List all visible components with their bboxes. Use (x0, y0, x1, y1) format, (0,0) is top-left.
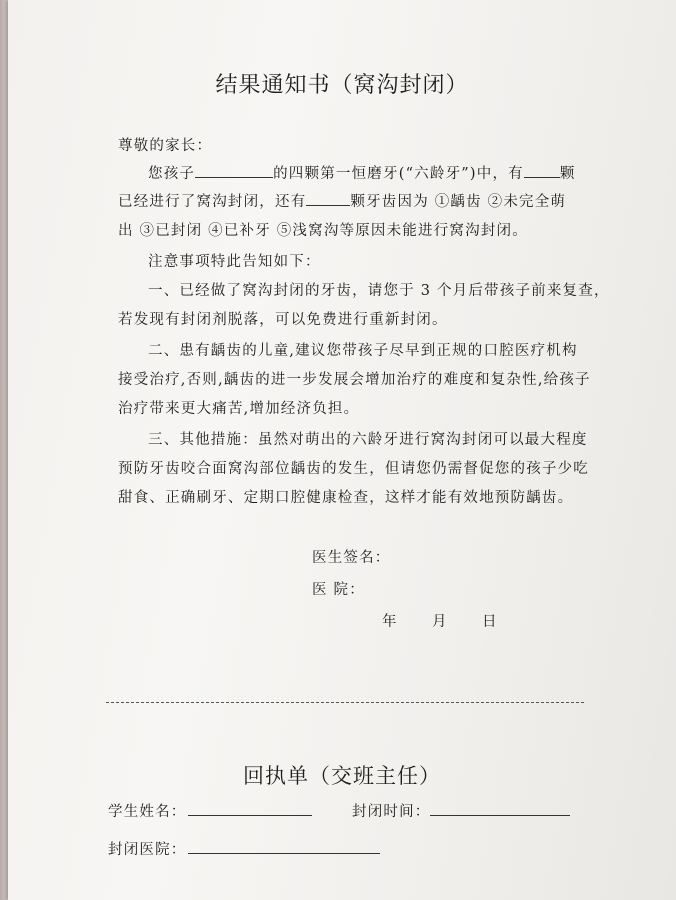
p1-text-b: 的四颗第一恒磨牙(“六龄牙”)中，有 (273, 166, 524, 182)
item1-line1: 一、已经做了窝沟封闭的牙齿，请您于 3 个月后带孩子前来复查， (148, 283, 610, 299)
hospital-label: 医 院： (312, 582, 365, 598)
page-left-edge (0, 0, 8, 900)
seal-hospital-label: 封闭医院： (108, 842, 187, 858)
p2-text-b: 颗牙齿因为 ①龋齿 ②未完全萌 (350, 194, 567, 210)
p2-text-a: 已经进行了窝沟封闭，还有 (118, 194, 307, 210)
item2-line1: 二、患有龋齿的儿童,建议您带孩子尽早到正规的口腔医疗机构 (148, 343, 578, 359)
seal-time-label: 封闭时间： (352, 804, 431, 820)
item3-line1: 三、其他措施：虽然对萌出的六龄牙进行窝沟封闭可以最大程度 (148, 432, 588, 448)
p1-text-a: 您孩子 (148, 166, 196, 182)
item3-line3: 甜食、正确刷牙、定期口腔健康检查，这样才能有效地预防龋齿。 (118, 490, 574, 506)
item3-line2: 预防牙齿咬合面窝沟部位龋齿的发生，但请您仍需督促您的孩子少吃 (118, 461, 589, 477)
date-month: 月 (432, 614, 448, 630)
date-day: 日 (482, 614, 498, 630)
child-name-blank (195, 165, 273, 178)
student-name-label: 学生姓名： (108, 804, 187, 820)
item1-line2: 若发现有封闭剂脱落，可以免费进行重新封闭。 (118, 312, 448, 328)
student-name-field[interactable] (188, 815, 312, 816)
notice-intro: 注意事项特此告知如下： (148, 254, 321, 270)
item2-line3: 治疗带来更大痛苦,增加经济负担。 (118, 401, 360, 417)
seal-hospital-field[interactable] (188, 853, 380, 854)
greeting: 尊敬的家长： (118, 138, 213, 154)
paragraph-line-2 (118, 190, 566, 211)
date-year: 年 (382, 614, 398, 630)
notice-title: 结果通知书（窝沟封闭） (215, 73, 469, 98)
count-blank (524, 165, 560, 178)
document-page (8, 0, 676, 900)
seal-time-field[interactable] (430, 815, 570, 816)
item2-line2: 接受治疗,否则,龋齿的进一步发展会增加治疗的难度和复杂性,给孩子 (118, 372, 591, 388)
paragraph-line-3: 出 ③已封闭 ④已补牙 ⑤浅窝沟等原因未能进行窝沟封闭。 (118, 223, 528, 239)
cut-line-divider (106, 702, 584, 703)
doctor-sign-label: 医生签名： (312, 550, 391, 566)
paragraph-line-1 (148, 162, 576, 183)
p1-text-c: 颗 (559, 166, 576, 182)
receipt-title: 回执单（交班主任） (243, 764, 441, 788)
remaining-count-blank (306, 193, 350, 206)
